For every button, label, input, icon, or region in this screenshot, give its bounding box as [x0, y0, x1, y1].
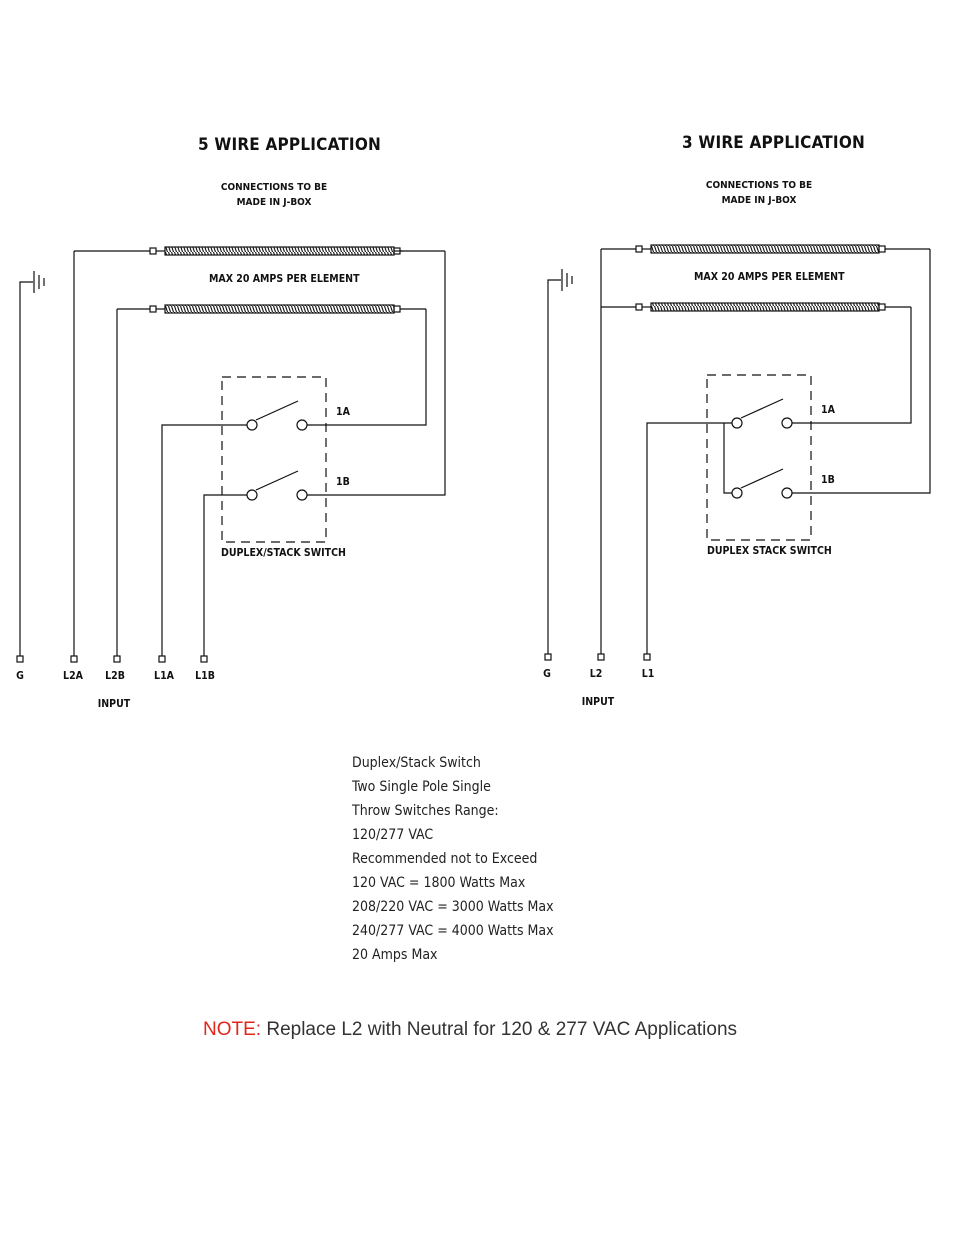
- spec-line: 208/220 VAC = 3000 Watts Max: [352, 899, 554, 915]
- connections-line-2: MADE IN J-BOX: [236, 197, 312, 208]
- switch-specs: [352, 751, 554, 967]
- heating-element-1-right: [601, 245, 930, 253]
- three-wire-title: 3 WIRE APPLICATION: [682, 133, 866, 153]
- terminal-l2a: L2A: [63, 670, 83, 682]
- terminal-g-left: G: [16, 670, 24, 682]
- connections-line-1: CONNECTIONS TO BE: [220, 182, 328, 193]
- contact-1a-left: 1A: [336, 406, 350, 418]
- max-amps-right: MAX 20 AMPS PER ELEMENT: [694, 271, 845, 283]
- note-text: Replace L2 with Neutral for 120 & 277 VAC Applications: [261, 1019, 738, 1040]
- spec-line: Duplex/Stack Switch: [352, 755, 481, 771]
- terminal-l1: L1: [641, 668, 655, 680]
- heating-element-1: [74, 247, 445, 255]
- spec-line: 20 Amps Max: [352, 947, 438, 963]
- contact-1b-left: 1B: [336, 476, 350, 488]
- terminal-l1a: L1A: [154, 670, 174, 682]
- spec-line: 240/277 VAC = 4000 Watts Max: [352, 923, 554, 939]
- switch-label-left: DUPLEX/STACK SWITCH: [221, 547, 346, 559]
- input-label-right: INPUT: [581, 696, 615, 708]
- input-label-left: INPUT: [97, 698, 131, 710]
- heating-element-2-right: [601, 303, 911, 311]
- switch-box-right: [707, 375, 811, 540]
- connections-line-2-right: MADE IN J-BOX: [721, 195, 797, 206]
- connections-note-right: [699, 178, 819, 208]
- heating-element-2: [117, 305, 426, 313]
- note-prefix: NOTE:: [203, 1019, 262, 1040]
- contact-1b-right: 1B: [821, 474, 835, 486]
- connections-line-1-right: CONNECTIONS TO BE: [705, 180, 813, 191]
- spec-line: Recommended not to Exceed: [352, 851, 538, 867]
- switch-box: [222, 377, 326, 542]
- spec-line: 120/277 VAC: [352, 827, 434, 843]
- spec-line: Two Single Pole Single: [352, 779, 491, 795]
- terminal-l1b: L1B: [195, 670, 215, 682]
- contact-1a-right: 1A: [821, 404, 835, 416]
- switch-label-right: DUPLEX STACK SWITCH: [707, 545, 832, 557]
- footnote: [203, 1019, 737, 1041]
- spec-line: 120 VAC = 1800 Watts Max: [352, 875, 526, 891]
- five-wire-diagram: [17, 247, 445, 662]
- three-wire-diagram: [545, 245, 930, 660]
- connections-note-left: [214, 180, 334, 210]
- terminal-l2: L2: [589, 668, 603, 680]
- five-wire-title: 5 WIRE APPLICATION: [198, 135, 382, 155]
- terminal-g-right: G: [543, 668, 551, 680]
- terminal-l2b: L2B: [105, 670, 125, 682]
- spec-line: Throw Switches Range:: [352, 803, 499, 819]
- max-amps-left: MAX 20 AMPS PER ELEMENT: [209, 273, 360, 285]
